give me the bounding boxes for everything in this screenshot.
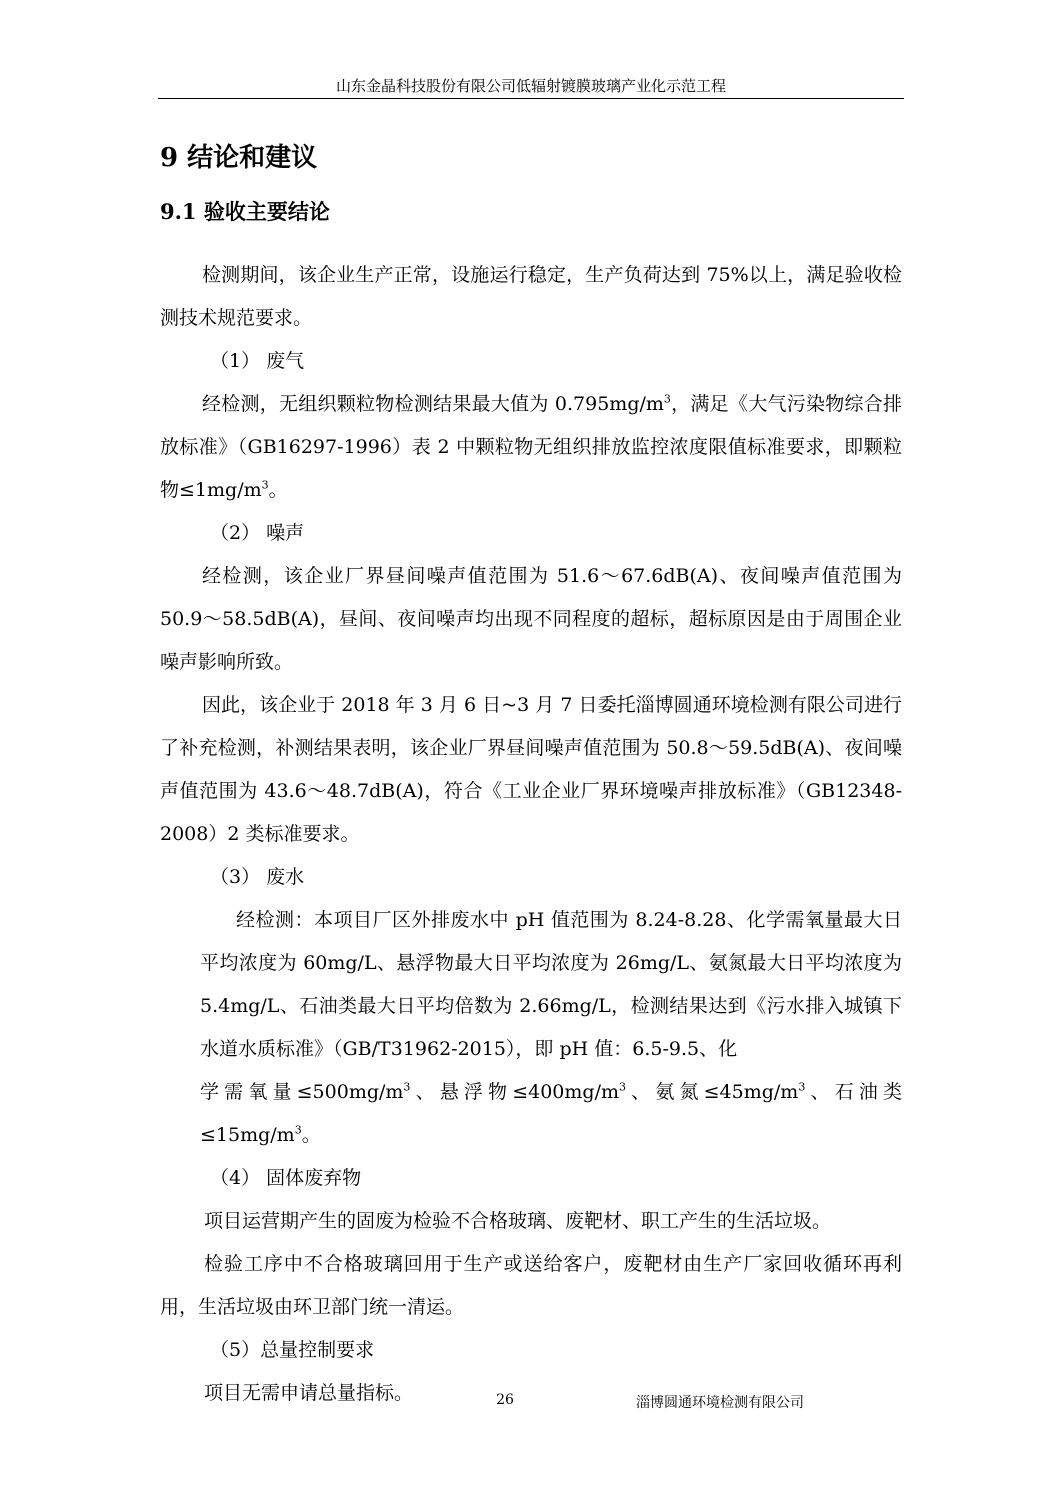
superscript-3: 3 (403, 1080, 411, 1094)
water-text-2d: 、石油类≤15mg/m (200, 1081, 902, 1146)
document-body (160, 254, 902, 1415)
solid-waste-paragraph-1: 项目运营期产生的固废为检验不合格玻璃、废靶材、职工产生的生活垃圾。 (204, 1210, 832, 1232)
running-header: 山东金晶科技股份有限公司低辐射镀膜玻璃产业化示范工程 (335, 77, 726, 95)
gas-heading: （1） 废气 (210, 350, 305, 372)
solid-waste-heading: （4） 固体废弃物 (210, 1167, 362, 1189)
footer-company: 淄博圆通环境检测有限公司 (636, 1395, 804, 1411)
water-text-2a: 学需氧量≤500mg/m (200, 1081, 404, 1103)
header-rule (158, 98, 904, 99)
water-text-2b: 、悬浮物≤400mg/m (410, 1081, 619, 1103)
noise-heading: （2） 噪声 (210, 522, 305, 544)
gas-text-b: ，满足《大气污染物综合排放标准》（GB16297-1996）表 2 中颗粒物无组织排放监控浓度限值标准要求，即颗粒物≤1mg/m (160, 393, 902, 501)
total-control-heading: （5）总量控制要求 (210, 1339, 375, 1361)
water-text-2c: 、氨氮≤45mg/m (626, 1081, 799, 1103)
total-control-paragraph: 项目无需申请总量指标。 (204, 1382, 414, 1404)
superscript-3: 3 (619, 1080, 626, 1094)
gas-text-a: 经检测，无组织颗粒物检测结果最大值为 0.795mg/m (202, 393, 664, 415)
water-text-2e: 。 (301, 1124, 321, 1146)
solid-waste-paragraph-2: 检验工序中不合格玻璃回用于生产或送给客户，废靶材由生产厂家回收循环再利用，生活垃圾由环卫部门统一清运。 (160, 1253, 902, 1318)
chapter-title: 9 结论和建议 (160, 143, 318, 173)
noise-paragraph-2: 因此，该企业于 2018 年 3 月 6 日~3 月 7 日委托淄博圆通环境检测有限公司进行了补充检测，补测结果表明，该企业厂界昼间噪声值范围为 50.8～59.5dB(A)、夜间噪声值范围为 43.6～48.7dB(A)，符合《工业企业厂界环境噪声排放标准》（GB12348-2008）2 类标准要求。 (160, 694, 902, 845)
water-paragraph-1: 经检测：本项目厂区外排废水中 pH 值范围为 8.24-8.28、化学需氧量最大日平均浓度为 60mg/L、悬浮物最大日平均浓度为 26mg/L、氨氮最大日平均浓度为 5.4mg/L、石油类最大日平均倍数为 2.66mg/L，检测结果达到《污水排入城镇下水道水质标准》（GB/T31962-2015），即 pH 值：6.5-9.5、化 (200, 909, 902, 1060)
water-paragraph-2 (160, 1071, 902, 1157)
noise-paragraph-1: 经检测，该企业厂界昼间噪声值范围为 51.6～67.6dB(A)、夜间噪声值范围为 50.9～58.5dB(A)，昼间、夜间噪声均出现不同程度的超标，超标原因是由于周围企业噪声影响所致。 (160, 565, 902, 673)
gas-text-c: 。 (268, 479, 288, 501)
superscript-3: 3 (294, 1123, 302, 1137)
superscript-3: 3 (798, 1080, 806, 1094)
page-number: 26 (496, 1392, 514, 1408)
water-heading: （3） 废水 (210, 866, 305, 888)
superscript-3: 3 (663, 392, 671, 406)
intro-paragraph: 检测期间，该企业生产正常，设施运行稳定，生产负荷达到 75%以上，满足验收检测技术规范要求。 (160, 264, 902, 329)
gas-paragraph (160, 383, 902, 512)
superscript-3: 3 (261, 478, 269, 492)
section-title: 9.1 验收主要结论 (160, 199, 330, 224)
